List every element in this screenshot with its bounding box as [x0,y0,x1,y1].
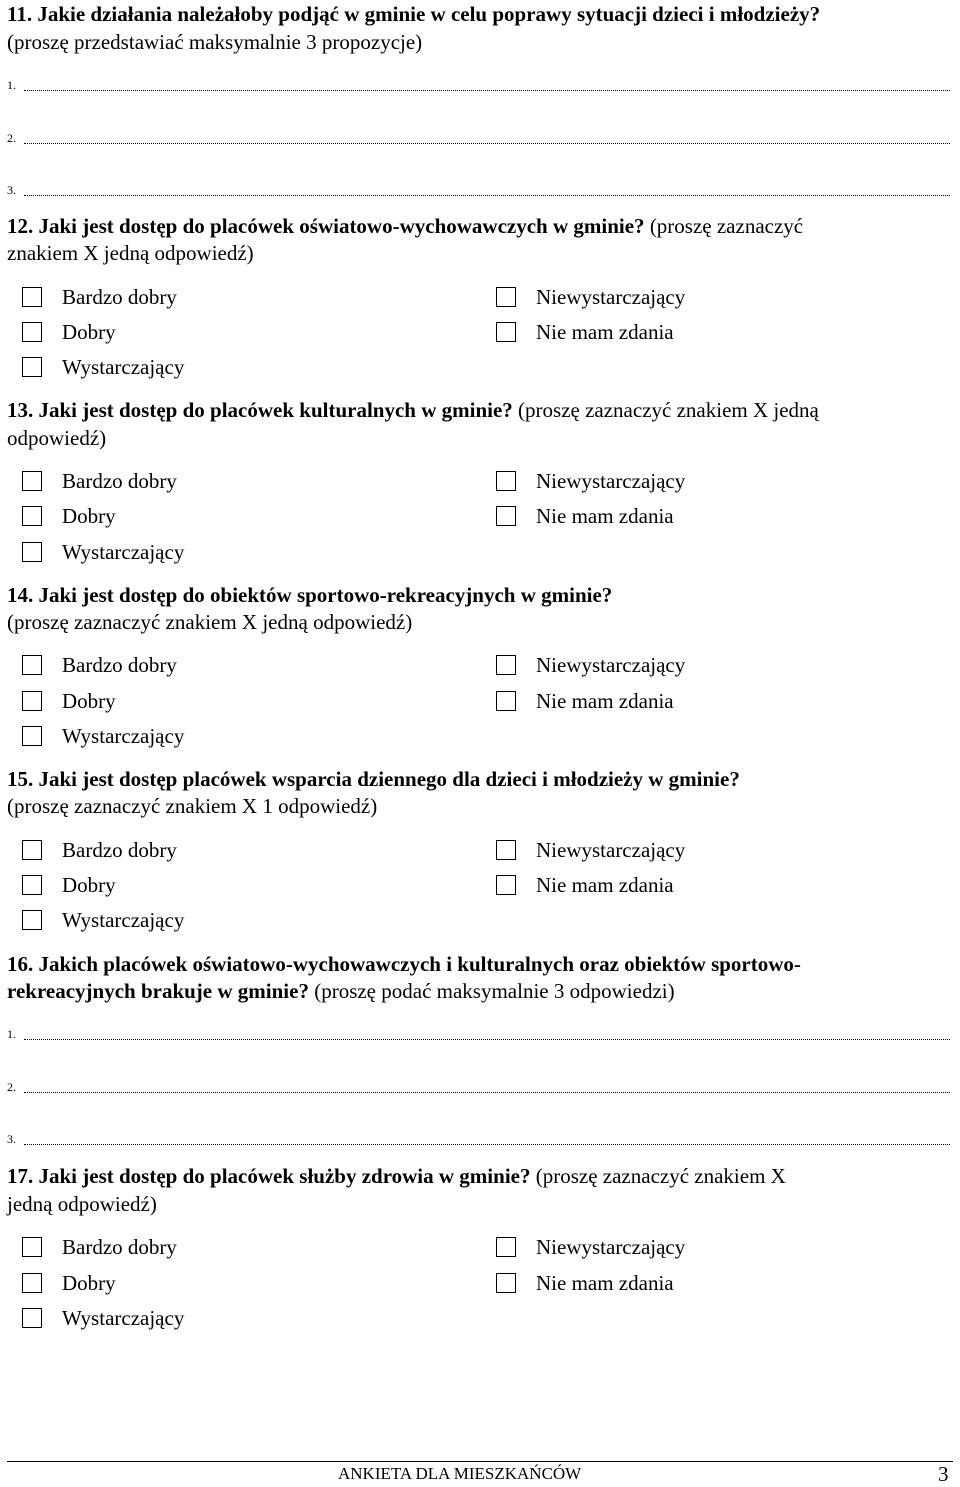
checkbox-icon[interactable] [496,471,516,491]
checkbox-icon[interactable] [22,840,42,860]
checkbox-icon[interactable] [22,287,42,307]
checkbox-icon[interactable] [22,542,42,562]
footer-title: ANKIETA DLA MIESZKAŃCÓW [338,1464,582,1483]
q11-note: (proszę przedstawiać maksymalnie 3 propozycje) [7,30,423,54]
checkbox-icon[interactable] [22,322,42,342]
q15-title: 15. Jaki jest dostęp placówek wsparcia dziennego dla dzieci i młodzieży w gminie? [7,767,740,791]
q11-answer-line-3[interactable] [24,195,950,196]
q17-note: jedną odpowiedź) [7,1192,157,1216]
q16-line-1-number: 1. [7,1027,16,1041]
checkbox-icon[interactable] [496,1237,516,1257]
q11-answer-line-2[interactable] [24,143,950,144]
q13-title-row: 13. Jaki jest dostęp do placówek kulturalnych w gminie? (proszę zaznaczyć znakiem X jedną [7,398,819,422]
checkbox-icon[interactable] [496,1273,516,1293]
q14-note: (proszę zaznaczyć znakiem X jedną odpowiedź) [7,610,413,634]
checkbox-icon[interactable] [496,322,516,342]
checkbox-icon[interactable] [22,875,42,895]
q15-note: (proszę zaznaczyć znakiem X 1 odpowiedź) [7,794,378,818]
q12-title-row: 12. Jaki jest dostęp do placówek oświatowo-wychowawczych w gminie? (proszę zaznaczyć [7,214,804,238]
q11-answer-line-1[interactable] [24,90,950,91]
checkbox-icon[interactable] [22,357,42,377]
q13-note: odpowiedź) [7,426,107,450]
checkbox-icon[interactable] [22,471,42,491]
checkbox-icon[interactable] [496,287,516,307]
q16-line-2-number: 2. [7,1080,16,1094]
page-number: 3 [938,1462,949,1486]
q16-title-line-1: 16. Jakich placówek oświatowo-wychowawczych i kulturalnych oraz obiektów sportowo- [7,952,801,976]
q16-answer-line-1[interactable] [24,1039,950,1040]
checkbox-icon[interactable] [496,875,516,895]
checkbox-icon[interactable] [496,655,516,675]
checkbox-icon[interactable] [22,1237,42,1257]
checkbox-icon[interactable] [22,506,42,526]
q12-note: znakiem X jedną odpowiedź) [7,241,254,265]
q11-line-3-number: 3. [7,183,16,197]
checkbox-icon[interactable] [22,910,42,930]
checkbox-icon[interactable] [496,840,516,860]
checkbox-icon[interactable] [22,655,42,675]
checkbox-icon[interactable] [496,691,516,711]
footer-divider [7,1461,953,1462]
checkbox-icon[interactable] [22,1273,42,1293]
q11-title: 11. Jakie działania należałoby podjąć w gminie w celu poprawy sytuacji dzieci i młodzieży? [7,2,821,26]
q16-answer-line-3[interactable] [24,1144,950,1145]
q16-line-3-number: 3. [7,1132,16,1146]
q17-title-row: 17. Jaki jest dostęp do placówek służby zdrowia w gminie? (proszę zaznaczyć znakiem X [7,1164,786,1188]
checkbox-icon[interactable] [496,506,516,526]
q11-line-2-number: 2. [7,131,16,145]
q14-title: 14. Jaki jest dostęp do obiektów sportowo-rekreacyjnych w gminie? [7,583,613,607]
q16-answer-line-2[interactable] [24,1092,950,1093]
checkbox-icon[interactable] [22,691,42,711]
q11-line-1-number: 1. [7,78,16,92]
q16-title-row-2: rekreacyjnych brakuje w gminie? (proszę podać maksymalnie 3 odpowiedzi) [7,979,675,1003]
checkbox-icon[interactable] [22,726,42,746]
checkbox-icon[interactable] [22,1308,42,1328]
